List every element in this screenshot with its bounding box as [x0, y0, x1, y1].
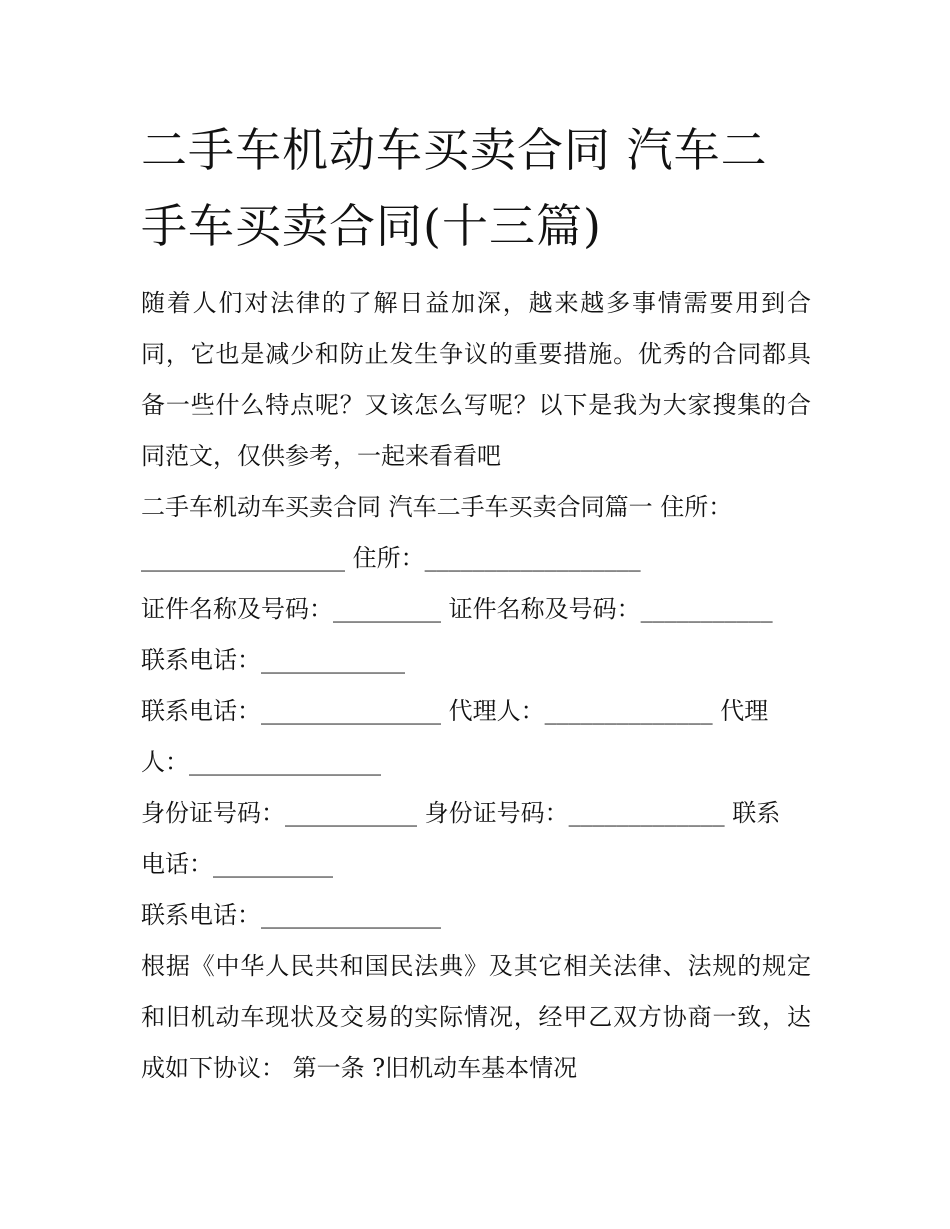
contract-line: 身份证号码：___________ 身份证号码：_____________ 联系: [141, 799, 781, 827]
contract-line: 二手车机动车买卖合同 汽车二手车买卖合同篇一 住所：: [141, 493, 733, 521]
closing-paragraph: 根据《中华人民共和国民法典》及其它相关法律、法规的规定和旧机动车现状及交易的实际情况，经甲乙双方协商一致，达成如下协议： 第一条 ?旧机动车基本情况: [141, 952, 811, 1082]
contract-line: 人：________________: [141, 748, 381, 776]
contract-line: _________________ 住所：__________________: [141, 544, 641, 572]
document-body: [141, 112, 811, 1094]
contract-line: 联系电话：_______________ 代理人：______________ 代理: [141, 697, 769, 725]
contract-line: 证件名称及号码：_________ 证件名称及号码：___________: [141, 595, 773, 623]
contract-line: 电话：__________: [141, 850, 333, 878]
document-title: 二手车机动车买卖合同 汽车二手车买卖合同(十三篇): [141, 123, 768, 253]
intro-paragraph: 随着人们对法律的了解日益加深，越来越多事情需要用到合同，它也是减少和防止发生争议的重要措施。优秀的合同都具备一些什么特点呢？又该怎么写呢？以下是我为大家搜集的合同范文，仅供参考，一起来看看吧: [141, 289, 811, 470]
contract-line: 联系电话：_______________: [141, 901, 441, 929]
contract-line: 联系电话：____________: [141, 646, 405, 674]
